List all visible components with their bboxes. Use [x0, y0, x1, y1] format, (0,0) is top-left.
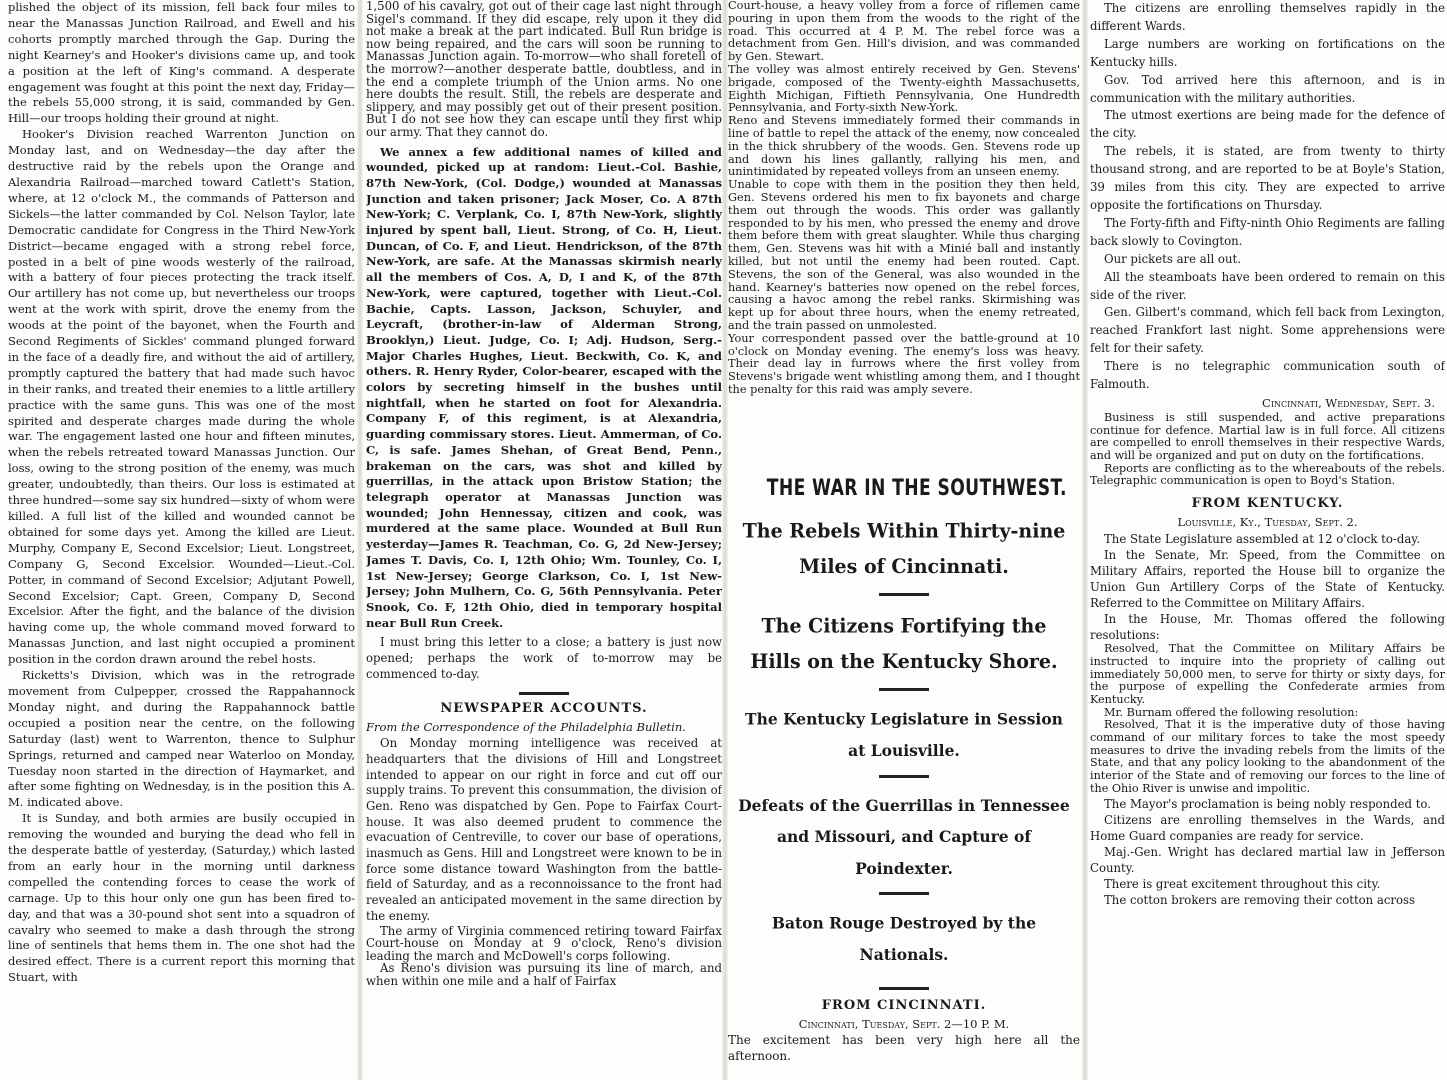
resolution: Resolved, That the Committee on Military Affairs be instructed to inquire into the propriety of calling out immediately 50,000 men, to serve for thirty or sixty days, for the purpose of expelling the Confederate armies from Kentucky. [1090, 642, 1445, 706]
paragraph: Your correspondent passed over the battle-ground at 10 o'clock on Monday evening. The enemy's loss was heavy. Their dead lay in furrows where the first volley from Stevens's brigade went whistling among them, and I thought the penalty for this raid was amply severe. [728, 331, 1080, 396]
dateline: Cincinnati, Wednesday, Sept. 3. [1262, 395, 1435, 410]
paragraph: Large numbers are working on fortifications on the Kentucky hills. [1090, 36, 1445, 69]
resolution: Resolved, That it is the imperative duty of those having command of our military forces to take the most speedy measures to drive the invading rebels from the limits of the State, and that any policy looking to the abandonment of the interior of the State and of removing our forces to the line of the Ohio River is unwise and impolitic. [1090, 718, 1445, 795]
paragraph: Ricketts's Division, which was in the retrograde movement from Culpepper, crossed the Rappahannock Monday night, and during the Rappahannock battle occupied a position near the centre, on the following Saturday (last) went to Warrenton, thence to Sulphur Springs, returned and camped near Waterloo on Monday, Tuesday noon started in the direction of Haymarket, and after some fighting on Wednesday, is in the position this A. M. indicated above. [8, 668, 355, 810]
separator-rule [879, 987, 929, 990]
paragraph: All the steamboats have been ordered to remain on this side of the river. [1090, 269, 1445, 302]
paragraph: Business is still suspended, and active preparations continue for defence. Martial law is in full force. All citizens are compelled to enroll themselves in their respective Wards, and will be organized and put on duty on the fortifications. [1090, 410, 1445, 463]
paragraph: The volley was almost entirely received by Gen. Stevens' brigade, composed of the Twenty-eighth Massachusetts, Eighth Michigan, Fiftieth Pennsylvania, One Hundredth Pennsylvania, and Forty-sixth New-York. [728, 62, 1080, 115]
deck-headline: Baton Rouge Destroyed by the Nationals. [771, 912, 1037, 965]
separator-rule [879, 892, 929, 895]
paragraph: Maj.-Gen. Wright has declared martial law in Jefferson County. [1090, 844, 1445, 875]
paragraph: There is great excitement throughout this city. [1104, 876, 1381, 891]
paragraph: The cotton brokers are removing their cotton across [1104, 892, 1416, 907]
deck-headline: Defeats of the Guerrillas in Tennessee and Missouri, and Capture of Poindexter. [738, 795, 1070, 878]
column-3-bottom [728, 994, 1080, 1064]
paragraph: On Monday morning intelligence was received at headquarters that the divisions of Hill and Longstreet intended to appear on our right in force and cut off our supply trains. To prevent this consummation, the division of Gen. Reno was dispatched by Gen. Pope to Fairfax Court-house. It was also deemed prudent to commence the evacuation of Centreville, to cover our base of operations, inasmuch as Gens. Hill and Longstreet were known to be in force some distance toward Washington from the battle-field of Saturday, and as a reconnoissance to the front had revealed an anticipated movement in the same direction by the enemy. [366, 736, 722, 923]
dateline: Louisville, Ky., Tuesday, Sept. 2. [1177, 515, 1358, 530]
paragraph: I must bring this letter to a close; a battery is just now opened; perhaps the work of to-morrow may be commenced to-day. [366, 635, 722, 681]
paragraph: The Forty-fifth and Fifty-ninth Ohio Regiments are falling back slowly to Covington. [1090, 215, 1445, 248]
paragraph: Court-house, a heavy volley from a force of riflemen came pouring in upon them from the woods to the right of the road. This occurred at 4 P. M. The rebel force was a detachment from Gen. Hill's division, and was commanded by Gen. Stewart. [728, 0, 1080, 64]
paragraph: The Mayor's proclamation is being nobly responded to. [1104, 796, 1431, 811]
deck-headline: The Citizens Fortifying the Hills on the Kentucky Shore. [750, 614, 1058, 674]
column-rule [357, 0, 363, 1080]
source-line: From the Correspondence of the Philadelphia Bulletin. [366, 720, 686, 735]
paragraph: Gov. Tod arrived here this afternoon, and is in communication with the military authorities. [1090, 72, 1445, 105]
dateline: Cincinnati, Tuesday, Sept. 2—10 P. M. [798, 1017, 1010, 1031]
paragraph: The utmost exertions are being made for the defence of the city. [1090, 108, 1445, 141]
paragraph: The excitement has been very high here all the afternoon. [728, 1033, 1080, 1063]
separator-rule [879, 775, 929, 778]
paragraph: In the Senate, Mr. Speed, from the Committee on Military Affairs, reported the House bill to organize the Union Gun Artillery Corps of the State of Kentucky. Referred to the Committee on Military Affairs. [1090, 548, 1445, 611]
paragraph: Reno and Stevens immediately formed their commands in line of battle to repel the attack of the enemy, now concealed in the thick shrubbery of the woods. Gen. Stevens rode up and down his lines gallantly, rallying his men, and unintimidated by repeated volleys from an unseen enemy. [728, 114, 1080, 179]
paragraph: Mr. Burnam offered the following resolution: [1104, 705, 1359, 719]
paragraph: plished the object of its mission, fell back four miles to near the Manassas Junction Railroad, and Ewell and his cohorts promptly marched through the Gap. During the night Kearney's and Hooker's divisions came up, and took a position at the left of King's command. A desperate engagement was fought at this point the next day, Friday—the rebels 55,000 strong, it is said, commanded by Gen. Hill—our troops holding their ground at night. [8, 0, 355, 126]
paragraph: As Reno's division was pursuing its line of march, and when within one mile and a half of Fairfax [366, 961, 722, 988]
deck-headline: The Rebels Within Thirty-nine Miles of Cincinnati. [742, 519, 1066, 579]
paragraph: We annex a few additional names of killed and wounded, picked up at random: Lieut.-Col. Bashie, 87th New-York, (Col. Dodge,) wounded at Manassas Junction and taken prisoner; Jack Moser, Co. A 87th New-York; C. Verplank, Co. I, 87th New-York, slightly injured by spent ball, Lieut. Strong, of Co. H, Lieut. Duncan, of Co. F, and Lieut. Hendrickson, of the 87th New-York, are safe. At the Manassas skirmish nearly all the members of Cos. A, D, I and K, of the 87th New-York, were captured, together with Lieut.-Col. Bachie, Capts. Lasson, Jackson, Schuyler, and Leycraft, (brother-in-law of Alderman Strong, Brooklyn,) Lieut. Judge, Co. I; Adj. Hudson, Serg.-Major Charles Hughes, Lieut. Beckwith, Co. K, and others. R. Henry Ryder, Color-bearer, escaped with the colors by secreting himself in the bushes until nightfall, when he started on foot for Alexandria. Company F, of this regiment, is at Alexandria, guarding commissary stores. Lieut. Ammerman, of Co. C, is safe. James Shehan, of Great Bend, Penn., brakeman on the cars, was shot and killed by guerrillas, in the attack upon Bristow Station; the telegraph operator at Manassas Junction was wounded; John Hennessay, citizen and cook, was murdered at the same place. Wounded at Bull Run yesterday—James R. Teachman, Co. G, 2d New-Jersey; James T. Davis, Co. I, 12th Ohio; Wm. Tounley, Co. I, 1st New-Jersey; George Clarkson, Co. I, 1st New-Jersey; John Mulhern, Co. G, 56th Pennsylvania. Peter Snook, Co. F, 12th Ohio, died in temporary hospital near Bull Run Creek. [366, 144, 722, 630]
column-4 [1090, 0, 1445, 1080]
paragraph: It is Sunday, and both armies are busily occupied in removing the wounded and burying the dead who fell in the desperate battle of yesterday, (Saturday,) which lasted from an early hour in the morning until darkness compelled the contending forces to cease the work of carnage. Up to this hour only one gun has been fired to-day, and that was a 30-pound shot sent into a squadron of cavalry who seemed to make a dash through the strong line of sentinels that hems them in. The one shot had the desired effect. There is a current report this morning that Stuart, with [8, 811, 355, 985]
paragraph: Citizens are enrolling themselves in the Wards, and Home Guard companies are ready for service. [1090, 812, 1445, 843]
paragraph: Gen. Gilbert's command, which fell back from Lexington, reached Frankfort last night. Some apprehensions were felt for their safety. [1090, 305, 1445, 356]
separator-rule [519, 692, 569, 695]
main-headline: THE WAR IN THE SOUTHWEST. [766, 476, 1067, 501]
paragraph: There is no telegraphic communication south of Falmouth. [1090, 359, 1445, 392]
paragraph: In the House, Mr. Thomas offered the following resolutions: [1090, 612, 1445, 643]
separator-rule [879, 593, 929, 596]
column-rule [1082, 0, 1088, 1080]
column-3-top [728, 0, 1080, 462]
section-heading: FROM CINCINNATI. [821, 998, 987, 1013]
paragraph: 1,500 of his cavalry, got out of their cage last night through Sigel's command. If they did escape, rely upon it they did not make a break at the part indicated. Bull Run bridge is now being repaired, and the cars will soon be running to Manassas Junction again. To-morrow—who shall foretell of the morrow?—another desperate battle, doubtless, and in the end a complete triumph of the Union arms. No one here doubts the result. Still, the rebels are desperate and slippery, and may possibly get out of their present position. But I do not see how they can escape until they first whip our army. That they cannot do. [366, 0, 722, 139]
paragraph: Hooker's Division reached Warrenton Junction on Monday last, and on Wednesday—the day after the destructive raid by the rebels upon the Orange and Alexandria Railroad—marched toward Catlett's Station, where, at 12 o'clock M., the commands of Patterson and Sickels—the latter commanded by Col. Nelson Taylor, late Democratic candidate for Congress in the Third New-York District—became engaged with a strong rebel force, posted in a belt of pine woods westerly of the railroad, with a battery of four pieces protecting the track itself. Our artillery has not come up, but nevertheless our troops went at the work with spirit, drove the enemy from the woods at the point of the bayonet, when the Fourth and Second Regiments of Sickles' command plunged forward in the face of a deadly fire, and without the aid of artillery, promptly captured the battery that had made such havoc in their ranks, and treated their enemies to a little artillery practice with the same guns. This was one of the most spirited and desperate charges made during the whole war. The engagement lasted one hour and fifteen minutes, when the rebels retreated toward Manassas Junction. Our loss, owing to the strong position of the enemy, was much greater, undoubtedly, than theirs. Our loss is estimated at three hundred—some say six hundred—sixty of whom were killed. A full list of the killed and wounded cannot be obtained for some days yet. Among the killed are Lieut. Murphy, Company E, Second Excelsior; Lieut. Longstreet, Company G, Second Excelsior. Wounded—Lieut.-Col. Potter, in command of Second Excelsior; Adjutant Powell, Second Excelsior; Capt. Green, Company D, Second Excelsior. After the fight, and the balance of the division having come up, the whole command moved forward to Manassas Junction, and last night occupied a prominent position in the cordon drawn around the rebel hosts. [8, 127, 355, 667]
separator-rule [879, 688, 929, 691]
paragraph: The rebels, it is stated, are from twenty to thirty thousand strong, and are reported to be at Boyle's Station, 39 miles from this city. They are expected to arrive opposite the fortifications on Thursday. [1090, 144, 1445, 212]
column-1 [8, 0, 355, 1080]
paragraph: Unable to cope with them in the position they then held, Gen. Stevens ordered his men to fix bayonets and charge them out through the woods. This order was gallantly responded to by his men, who pressed the enemy and drove them before them with great slaughter. While thus charging them, Gen. Stevens was hit with a Minié ball and instantly killed, but not until the enemy had been routed. Capt. Stevens, the son of the General, was also wounded in the hand. Kearney's batteries now opened on the rebel forces, causing a havoc among the rebel ranks. Skirmishing was kept up for about three hours, when the enemy retreated, and the train passed on unmolested. [728, 178, 1080, 332]
paragraph: Reports are conflicting as to the whereabouts of the rebels. Telegraphic communication is open to Boyd's Station. [1090, 461, 1445, 488]
paragraph: The army of Virginia commenced retiring toward Fairfax Court-house on Monday at 9 o'clock, Reno's division leading the march and McDowell's corps following. [366, 923, 722, 963]
paragraph: The citizens are enrolling themselves rapidly in the different Wards. [1090, 1, 1445, 33]
section-heading: FROM KENTUCKY. [1191, 496, 1344, 512]
deck-headline: The Kentucky Legislature in Session at Louisville. [745, 708, 1063, 761]
headline-block [728, 470, 1080, 1010]
paragraph: Our pickets are all out. [1104, 251, 1241, 266]
paragraph: The State Legislature assembled at 12 o'clock to-day. [1104, 532, 1421, 547]
section-heading: NEWSPAPER ACCOUNTS. [440, 701, 648, 717]
column-2 [366, 0, 722, 1080]
